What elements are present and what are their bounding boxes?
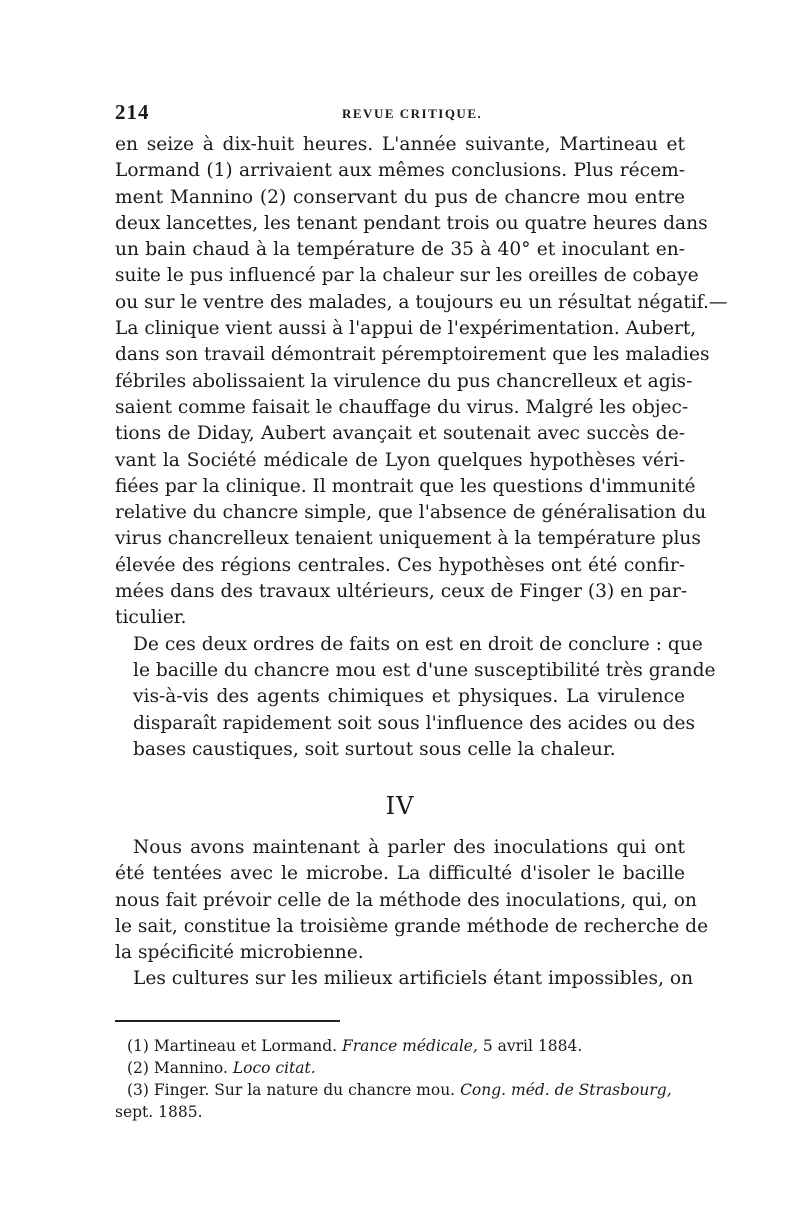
paragraph-1 [115,132,728,632]
footnote-1 [115,1035,685,1057]
text-line: nous fait prévoir celle de la méthode des inoculations, qui, on [115,889,697,911]
paragraph-2 [115,632,716,763]
page-header [115,100,685,126]
text-line: deux lancettes, les tenant pendant trois ou quatre heures dans [115,212,708,234]
text-line: fiées par la clinique. Il montrait que les questions d'immunité [115,475,696,497]
text-line: Nous avons maintenant à parler des inoculations qui ont [133,837,685,858]
footnote-source: France médicale, [342,1037,478,1055]
text-line: vis-à-vis des agents chimiques et physiques. La virulence [133,686,685,708]
footnote-3-continuation: sept. 1885. [115,1103,203,1121]
footnote-detail: 5 avril 1884. [482,1037,583,1055]
text-line: le bacille du chancre mou est d'une susceptibilité très grande [133,659,716,681]
text-line: saient comme faisait le chauffage du virus. Malgré les objec- [115,396,689,418]
running-head: REVUE CRITIQUE. [342,106,483,121]
page-number: 214 [115,100,150,124]
footnote-text: Martineau et Lormand. [153,1037,338,1055]
text-line: élevée des régions centrales. Ces hypothèses ont été confir- [115,554,685,576]
footnotes [115,1035,685,1123]
footnote-marker: (1) [127,1037,149,1055]
text-line: Lormand (1) arrivaient aux mêmes conclusions. Plus récem- [115,160,685,182]
text-line: relative du chancre simple, que l'absence de généralisation du [115,502,707,524]
footnote-source: Cong. méd. de Strasbourg, [460,1081,672,1099]
footnote-marker: (2) [127,1059,149,1077]
footnote-text: Mannino. [153,1059,228,1077]
text-line: vant la Société médicale de Lyon quelques hypothèses véri- [115,449,685,471]
text-line: ment Mannino (2) conservant du pus de chancre mou entre [115,186,685,208]
body-text-continued [115,835,709,993]
text-line: fébriles abolissaient la virulence du pus chancrelleux et agis- [115,370,693,392]
text-line: en seize à dix-huit heures. L'année suivante, Martineau et [115,134,685,155]
text-line: disparaît rapidement soit sous l'influence des acides ou des [133,712,695,734]
text-line: bases caustiques, soit surtout sous celle la chaleur. [133,738,616,760]
text-line: été tentées avec le microbe. La difficulté d'isoler le bacille [115,863,685,885]
text-line: virus chancrelleux tenaient uniquement à la température plus [115,528,701,550]
footnote-source: Loco citat. [232,1059,316,1077]
text-line: un bain chaud à la température de 35 à 40° et inoculant en- [115,239,685,261]
text-line: De ces deux ordres de faits on est en droit de conclure : que [133,633,703,655]
text-line: ticulier. [115,607,187,629]
text-line: ou sur le ventre des malades, a toujours eu un résultat négatif.— [115,291,728,313]
paragraph-4 [115,966,694,992]
footnote-rule [115,1020,340,1022]
text-line: dans son travail démontrait péremptoirement que les maladies [115,344,710,366]
text-line: mées dans des travaux ultérieurs, ceux de Finger (3) en par- [115,581,688,603]
section-heading: IV [385,792,415,820]
paragraph-3 [115,835,709,966]
text-line: suite le pus influencé par la chaleur sur les oreilles de cobaye [115,265,699,287]
footnote-text: Finger. Sur la nature du chancre mou. [153,1081,456,1099]
text-line: La clinique vient aussi à l'appui de l'expérimentation. Aubert, [115,318,697,340]
text-line: Les cultures sur les milieux artificiels étant impossibles, on [133,968,694,990]
footnote-3 [115,1079,685,1101]
text-line: le sait, constitue la troisième grande méthode de recherche de [115,915,709,937]
body-text [115,132,728,763]
text-line: tions de Diday, Aubert avançait et soutenait avec succès de- [115,423,685,445]
text-line: la spécificité microbienne. [115,942,364,964]
footnote-marker: (3) [127,1081,149,1099]
footnote-2 [115,1057,685,1079]
